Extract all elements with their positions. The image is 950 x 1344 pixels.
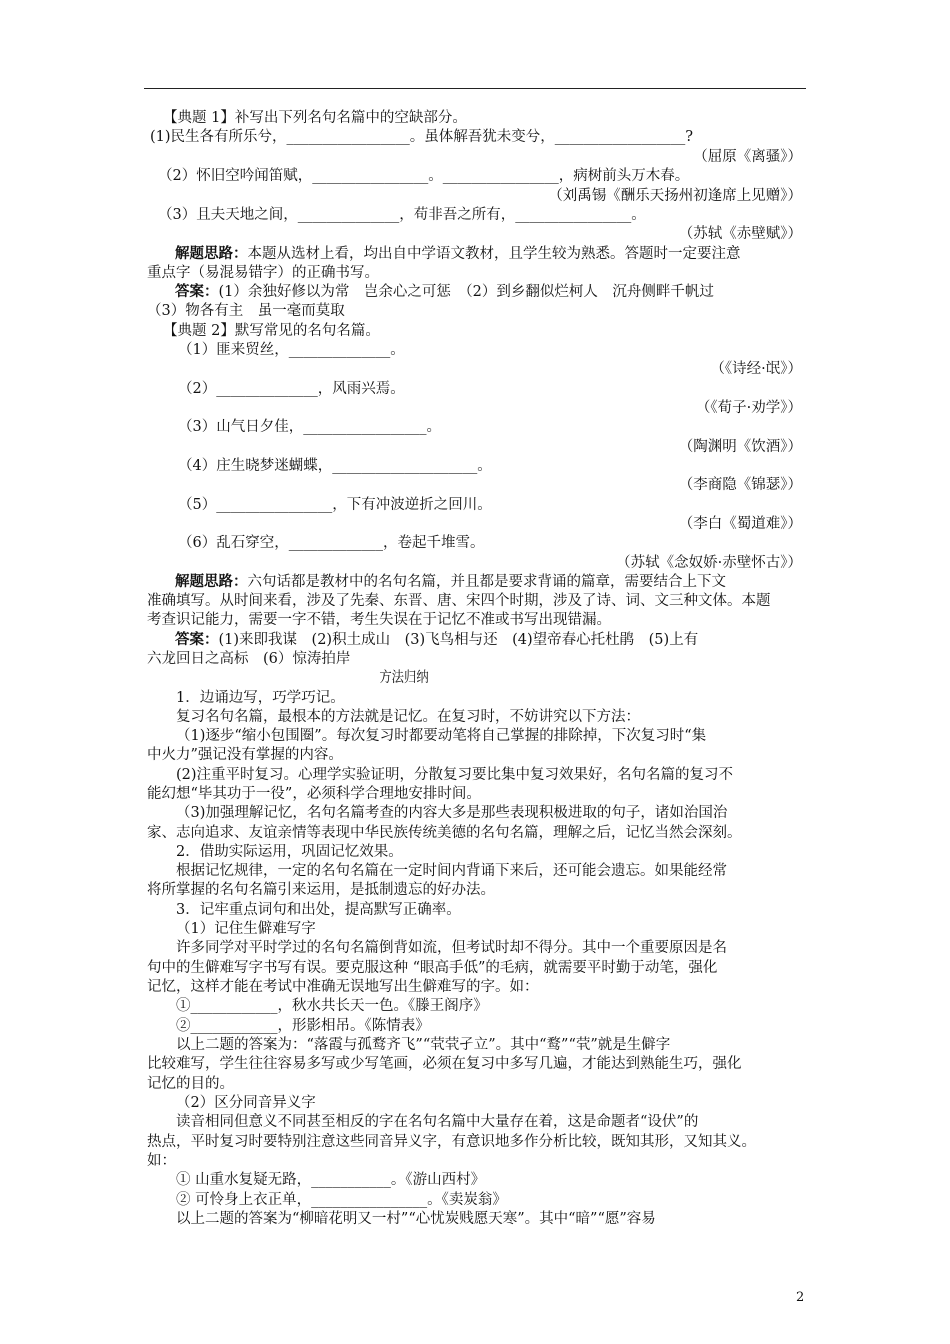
line-text: （刘禹锡《酬乐天扬州初逢席上见赠》） <box>548 188 802 204</box>
text-line <box>679 514 802 534</box>
text-line <box>147 610 611 630</box>
text-line <box>178 417 441 437</box>
text-line <box>696 398 802 418</box>
text-line <box>158 166 689 186</box>
text-line <box>163 108 467 128</box>
line-text: 【典题 2】默写常见的名句名篇。 <box>163 323 380 339</box>
line-text: （3)加强理解记忆，名句名篇考查的内容大多是那些表现积极进取的句子，诸如治国治 <box>176 805 728 821</box>
line-text: 重点字（易混易错字）的正确书写。 <box>147 265 379 281</box>
text-line <box>679 437 802 457</box>
text-line <box>147 977 539 997</box>
label-bold: 答案 <box>175 631 204 648</box>
text-line <box>176 1093 316 1113</box>
text-line <box>147 880 495 900</box>
text-line <box>178 533 484 553</box>
text-line <box>178 340 405 360</box>
line-text: 复习名句名篇，最根本的方法就是记忆。在复习时，不妨讲究以下方法： <box>176 709 640 725</box>
text-line <box>176 1112 698 1132</box>
text-line <box>147 1151 176 1171</box>
text-line <box>147 1054 742 1074</box>
line-text: 1．边诵边写，巧学巧记。 <box>176 690 345 706</box>
line-text: （2）______________，风雨兴焉。 <box>178 381 405 397</box>
text-line <box>0 668 808 688</box>
text-line <box>175 282 714 302</box>
line-text: （《诗经·氓》） <box>710 361 802 377</box>
text-line <box>176 1209 656 1229</box>
label-colon: ： <box>204 631 219 648</box>
line-text: （5）________________，下有冲波逆折之回川。 <box>178 497 492 513</box>
line-text: ①____________，秋水共长天一色。《滕王阁序》 <box>176 998 488 1014</box>
text-line <box>147 823 742 843</box>
line-text: （1）记住生僻难写字 <box>176 921 316 937</box>
line-text: (1)来即我谋 (2)积土成山 (3)飞鸟相与还 (4)望帝春心托杜鹃 (5)上有 <box>218 632 699 648</box>
text-line <box>176 707 640 727</box>
text-line <box>176 1190 507 1210</box>
line-text: 2．借助实际运用，巩固记忆效果。 <box>176 844 403 860</box>
line-text: 以上二题的答案为：“落霞与孤鹜齐飞”“茕茕孑立”。其中“鹜”“茕”就是生僻字 <box>176 1037 671 1053</box>
text-line <box>175 630 698 650</box>
text-line <box>176 1016 430 1036</box>
text-line <box>175 572 726 592</box>
label-colon: ： <box>233 573 248 590</box>
line-text: （李商隐《锦瑟》） <box>678 477 802 493</box>
header-rule <box>144 88 806 89</box>
line-text: 本题从选材上看，均出自中学语文教材，且学生较为熟悉。答题时一定要注意 <box>247 246 741 262</box>
text-line <box>147 958 717 978</box>
line-text: （6）乱石穿空，_____________，卷起千堆雪。 <box>178 535 485 551</box>
text-line <box>147 301 345 321</box>
text-line <box>176 861 727 881</box>
line-text: 方法归纳 <box>379 670 429 686</box>
line-text: 六龙回日之高标 (6）惊涛拍岸 <box>147 651 351 667</box>
text-line <box>175 244 741 264</box>
line-text: （1)逐步“缩小包围圈”。每次复习时都要动笔将自己掌握的排除掉，下次复习时“集 <box>176 728 707 744</box>
line-text: ① 山重水复疑无路，___________。《游山西村》 <box>176 1172 486 1188</box>
line-text: 以上二题的答案为“柳暗花明又一村”“心忧炭贱愿天寒”。其中“暗”“愿”容易 <box>176 1211 656 1227</box>
text-line <box>147 1132 756 1152</box>
text-line <box>679 475 802 495</box>
text-line <box>178 495 492 515</box>
text-line <box>178 379 405 399</box>
line-text: 读音相同但意义不同甚至相反的字在名句名篇中大量存在着，这是命题者“设伏”的 <box>176 1114 699 1130</box>
text-line <box>616 553 802 573</box>
text-line <box>176 765 733 785</box>
text-line <box>176 1170 485 1190</box>
line-text: 热点，平时复习时要特别注意这些同音异义字，有意识地多作分析比较，既知其形，又知其义。 <box>147 1134 756 1150</box>
line-text: （屈原《离骚》） <box>693 149 802 165</box>
text-line <box>176 803 727 823</box>
line-text: 许多同学对平时学过的名句名篇倒背如流，但考试时却不得分。其中一个重要原因是名 <box>176 940 727 956</box>
line-text: 3．记牢重点词句和出处，提高默写正确率。 <box>176 902 461 918</box>
text-line <box>176 938 727 958</box>
line-text: 家、志向追求、友谊亲情等表现中华民族传统美德的名句名篇，理解之后，记忆当然会深刻。 <box>147 825 742 841</box>
text-line <box>147 263 379 283</box>
line-text: （3）山气日夕佳，_________________。 <box>178 419 441 435</box>
line-text: 记忆，这样才能在考试中准确无误地写出生僻难写的字。如： <box>147 979 539 995</box>
line-text: 【典题 1】补写出下列名句名篇中的空缺部分。 <box>163 110 467 126</box>
text-line <box>176 900 461 920</box>
line-text: (1)民生各有所乐兮，_________________。虽体解吾犹未变兮，__________________? <box>150 129 694 145</box>
line-text: ②____________，形影相吊。《陈情表》 <box>176 1018 430 1034</box>
text-line <box>178 456 492 476</box>
line-text: 根据记忆规律，一定的名句名篇在一定时间内背诵下来后，还可能会遗忘。如果能经常 <box>176 863 727 879</box>
line-text: 准确填写。从时间来看，涉及了先秦、东晋、唐、宋四个时期，涉及了诗、词、文三种文体。本题 <box>147 593 771 609</box>
line-text: （《荀子·劝学》） <box>695 400 802 416</box>
line-text: 中火力”强记没有掌握的内容。 <box>147 747 343 763</box>
line-text: （苏轼《念奴娇·赤壁怀古》） <box>616 555 802 571</box>
text-line <box>176 919 316 939</box>
label-bold: 答案 <box>175 283 204 300</box>
line-text: 句中的生僻难写字书写有误。要克服这种 “眼高手低”的毛病，就需要平时勤于动笔，强化 <box>147 960 718 976</box>
label-colon: ： <box>233 245 248 262</box>
line-text: （陶渊明《饮酒》） <box>678 439 802 455</box>
line-text: 如： <box>147 1153 176 1169</box>
text-line <box>158 205 646 225</box>
line-text: (1）余独好修以为常 岂余心之可惩 （2）到乡翻似烂柯人 沉舟侧畔千帆过 <box>218 284 714 300</box>
text-line <box>710 359 802 379</box>
line-text: （4）庄生晓梦迷蝴蝶，____________________。 <box>178 458 492 474</box>
text-line <box>150 127 693 147</box>
line-text: ② 可怜身上衣正单，________________。《卖炭翁》 <box>176 1192 507 1208</box>
line-text: 能幻想“毕其功于一役”，必须科学合理地安排时间。 <box>147 786 481 802</box>
line-text: 比较难写，学生往往容易多写或少写笔画，必须在复习中多写几遍，才能达到熟能生巧，强化 <box>147 1056 742 1072</box>
text-line <box>176 688 345 708</box>
line-text: （2）怀旧空吟闻笛赋，________________。________________，病树前头万木春。 <box>158 168 690 184</box>
line-text: （2）区分同音异义字 <box>176 1095 316 1111</box>
line-text: 六句话都是教材中的名句名篇，并且都是要求背诵的篇章，需要结合上下文 <box>247 574 726 590</box>
line-text: （苏轼《赤壁赋》） <box>678 226 802 242</box>
label-bold: 解题思路 <box>175 245 233 262</box>
line-text: 将所掌握的名句名篇引来运用，是抵制遗忘的好办法。 <box>147 882 495 898</box>
text-line <box>147 1074 234 1094</box>
text-line <box>176 996 488 1016</box>
text-line <box>147 745 343 765</box>
line-text: 考查识记能力，需要一字不错，考生失误在于记忆不准或书写出现错漏。 <box>147 612 611 628</box>
text-line <box>163 321 380 341</box>
text-line <box>147 784 481 804</box>
line-text: （3）物各有主 虽一毫而莫取 <box>147 303 345 319</box>
label-colon: ： <box>204 283 219 300</box>
text-line <box>147 591 771 611</box>
text-line <box>693 147 802 167</box>
text-line <box>679 224 802 244</box>
text-line <box>147 649 350 669</box>
text-line <box>176 1035 670 1055</box>
text-line <box>548 186 802 206</box>
line-text: （1）匪来贸丝，______________。 <box>178 342 405 358</box>
line-text: (2)注重平时复习。心理学实验证明，分散复习要比集中复习效果好，名句名篇的复习不 <box>176 767 734 783</box>
line-text: （3）且夫天地之间，______________，苟非吾之所有，________________。 <box>158 207 646 223</box>
text-line <box>176 726 706 746</box>
label-bold: 解题思路 <box>175 573 233 590</box>
page-number: 2 <box>796 1290 805 1305</box>
text-line <box>176 842 403 862</box>
line-text: 记忆的目的。 <box>147 1076 234 1092</box>
line-text: （李白《蜀道难》） <box>678 516 802 532</box>
